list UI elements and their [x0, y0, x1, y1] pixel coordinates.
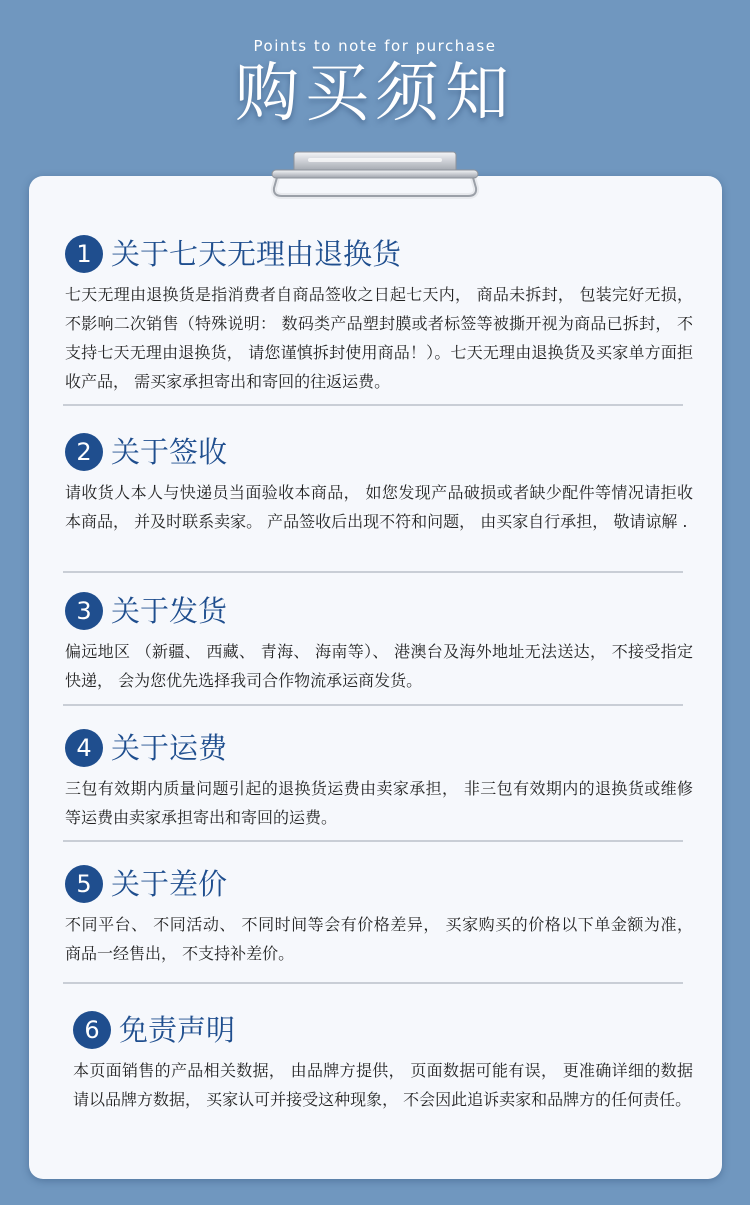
divider	[63, 982, 683, 984]
section-title: 关于发货	[111, 594, 228, 628]
section-number-badge: 4	[65, 729, 103, 767]
section-number-badge: 3	[65, 592, 103, 630]
section-title: 关于七天无理由退换货	[111, 237, 402, 271]
section-shipping	[65, 591, 693, 695]
section-seven-day-return	[65, 234, 693, 396]
section-number-badge: 6	[73, 1011, 111, 1049]
divider	[63, 840, 683, 842]
divider	[63, 704, 683, 706]
section-body: 不同平台、 不同活动、 不同时间等会有价格差异， 买家购买的价格以下单金额为准， 商品一经售出， 不支持补差价。	[65, 915, 693, 963]
section-title: 免责声明	[119, 1013, 236, 1047]
section-body: 七天无理由退换货是指消费者自商品签收之日起七天内， 商品未拆封， 包装完好无损， 不影响二次销售（特殊说明： 数码类产品塑封膜或者标签等被撕开视为商品已拆封， 不支持七天无理由退换货， 请您谨慎拆封使用商品！）。七天无理由退换货及买家单方面拒收产品， 需买家承担寄出和寄回的往返运费。	[65, 285, 693, 391]
section-disclaimer	[73, 1010, 693, 1114]
section-body: 偏远地区 （新疆、 西藏、 青海、 海南等）、 港澳台及海外地址无法送达， 不接受指定快递， 会为您优先选择我司合作物流承运商发货。	[65, 642, 693, 690]
notice-card	[29, 176, 722, 1179]
page-title: 购买须知	[235, 57, 515, 131]
section-title: 关于差价	[111, 867, 228, 901]
section-number-badge: 2	[65, 433, 103, 471]
section-freight	[65, 728, 693, 832]
section-body: 本页面销售的产品相关数据， 由品牌方提供， 页面数据可能有误， 更准确详细的数据请以品牌方数据， 买家认可并接受这种现象， 不会因此追诉卖家和品牌方的任何责任。	[73, 1061, 693, 1109]
divider	[63, 571, 683, 573]
page-header	[0, 0, 750, 170]
section-body: 请收货人本人与快递员当面验收本商品， 如您发现产品破损或者缺少配件等情况请拒收本商品， 并及时联系卖家。 产品签收后出现不符和问题， 由买家自行承担， 敬请谅解 .	[65, 483, 693, 531]
section-number-badge: 5	[65, 865, 103, 903]
section-title: 关于运费	[111, 731, 228, 765]
section-number-badge: 1	[65, 235, 103, 273]
section-sign-for	[65, 432, 693, 536]
section-title: 关于签收	[111, 435, 228, 469]
clipboard-clip-icon	[268, 150, 482, 206]
divider	[63, 404, 683, 406]
section-price-difference	[65, 864, 693, 968]
section-body: 三包有效期内质量问题引起的退换货运费由卖家承担， 非三包有效期内的退换货或维修等运费由卖家承担寄出和寄回的运费。	[65, 779, 693, 827]
header-subtitle: Points to note for purchase	[253, 37, 497, 55]
